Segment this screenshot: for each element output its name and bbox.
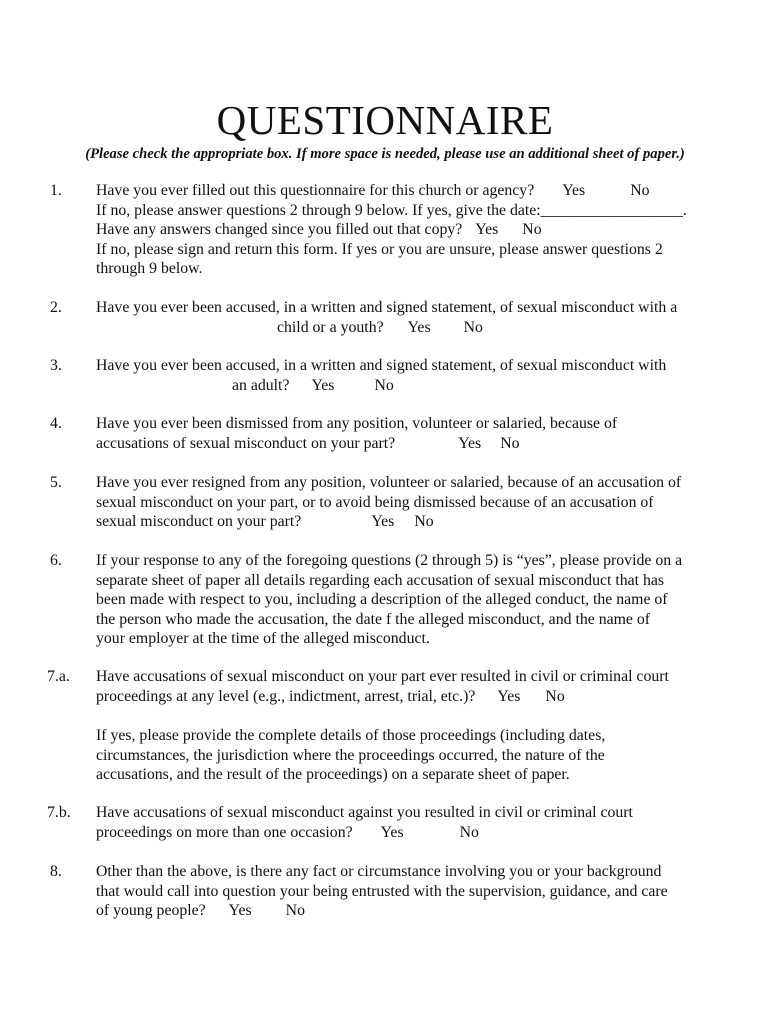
question-text: the person who made the accusation, the date f the alleged misconduct, and the name of bbox=[96, 610, 651, 628]
yes-option[interactable]: Yes bbox=[380, 823, 404, 841]
question-text: Have any answers changed since you filled out that copy? bbox=[96, 221, 463, 238]
question-text: been made with respect to you, including a description of the alleged conduct, the name of bbox=[96, 591, 668, 608]
question-number: 1. bbox=[50, 182, 62, 199]
question-number: 5. bbox=[50, 474, 62, 491]
question-text: circumstances, the jurisdiction where the proceedings occurred, the nature of the bbox=[96, 746, 605, 764]
no-option[interactable]: No bbox=[414, 513, 434, 530]
question-text: Have you ever been dismissed from any position, volunteer or salaried, because of bbox=[96, 415, 618, 432]
question-text: Have you ever been accused, in a written and signed statement, of sexual misconduct with a bbox=[96, 299, 678, 316]
question-text: Have you ever been accused, in a written and signed statement, of sexual misconduct with bbox=[96, 357, 667, 374]
question-text: Have accusations of sexual misconduct on your part ever resulted in civil or criminal court bbox=[96, 668, 669, 685]
question-text: of young people? bbox=[96, 902, 206, 919]
question-text: accusations, and the result of the proceedings) on a separate sheet of paper. bbox=[96, 766, 570, 783]
question-text: your employer at the time of the alleged misconduct. bbox=[96, 630, 430, 647]
question-number: 8. bbox=[50, 863, 62, 880]
yes-option[interactable]: Yes bbox=[458, 434, 482, 452]
question-text: an adult? bbox=[232, 376, 290, 394]
no-option[interactable]: No bbox=[285, 902, 305, 919]
question-text: Other than the above, is there any fact or circumstance involving you or your background bbox=[96, 863, 662, 880]
question-number: 7.b. bbox=[47, 804, 71, 821]
yes-option[interactable]: Yes bbox=[407, 318, 431, 336]
no-option[interactable]: No bbox=[374, 376, 394, 394]
question-text: sexual misconduct on your part? bbox=[96, 513, 302, 530]
instructions-subtitle: (Please check the appropriate box. If more space is needed, please use an additional sheet of paper.) bbox=[85, 146, 685, 162]
question-text: Have accusations of sexual misconduct against you resulted in civil or criminal court bbox=[96, 804, 633, 821]
question-text: proceedings at any level (e.g., indictment, arrest, trial, etc.)? bbox=[96, 687, 476, 705]
question-number: 2. bbox=[50, 299, 62, 316]
question-text: If no, please answer questions 2 through 9 below. If yes, give the date:__________________. bbox=[96, 201, 687, 219]
question-text: accusations of sexual misconduct on your part? bbox=[96, 434, 396, 452]
question-text: that would call into question your being entrusted with the supervision, guidance, and care bbox=[96, 882, 668, 900]
question-text: through 9 below. bbox=[96, 260, 203, 277]
yes-option[interactable]: Yes bbox=[311, 376, 335, 394]
question-text: If yes, please provide the complete details of those proceedings (including dates, bbox=[96, 727, 606, 744]
page-title: QUESTIONNAIRE bbox=[216, 97, 554, 143]
yes-option[interactable]: Yes bbox=[371, 513, 395, 530]
yes-option[interactable]: Yes bbox=[228, 902, 252, 919]
yes-option[interactable]: Yes bbox=[475, 221, 499, 238]
question-text: If no, please sign and return this form. If yes or you are unsure, please answer questions 2 bbox=[96, 240, 663, 258]
no-option[interactable]: No bbox=[522, 221, 542, 238]
yes-option[interactable]: Yes bbox=[497, 687, 521, 705]
question-text: separate sheet of paper all details regarding each accusation of sexual misconduct that has bbox=[96, 571, 665, 589]
no-option[interactable]: No bbox=[459, 823, 479, 841]
question-number: 7.a. bbox=[47, 668, 70, 685]
question-text: Have you ever resigned from any position, volunteer or salaried, because of an accusation of bbox=[96, 474, 682, 491]
question-text: If your response to any of the foregoing questions (2 through 5) is “yes”, please provide on a bbox=[96, 552, 683, 569]
question-number: 4. bbox=[50, 415, 62, 432]
yes-option[interactable]: Yes bbox=[562, 182, 586, 199]
question-text: child or a youth? bbox=[277, 318, 384, 336]
question-text: sexual misconduct on your part, or to avoid being dismissed because of an accusation of bbox=[96, 493, 654, 511]
question-text: proceedings on more than one occasion? bbox=[96, 823, 353, 841]
question-number: 3. bbox=[50, 357, 62, 374]
question-number: 6. bbox=[50, 552, 62, 569]
no-option[interactable]: No bbox=[630, 182, 650, 199]
no-option[interactable]: No bbox=[545, 687, 565, 705]
no-option[interactable]: No bbox=[500, 434, 520, 452]
no-option[interactable]: No bbox=[463, 318, 483, 336]
question-text: Have you ever filled out this questionnaire for this church or agency? bbox=[96, 182, 535, 199]
